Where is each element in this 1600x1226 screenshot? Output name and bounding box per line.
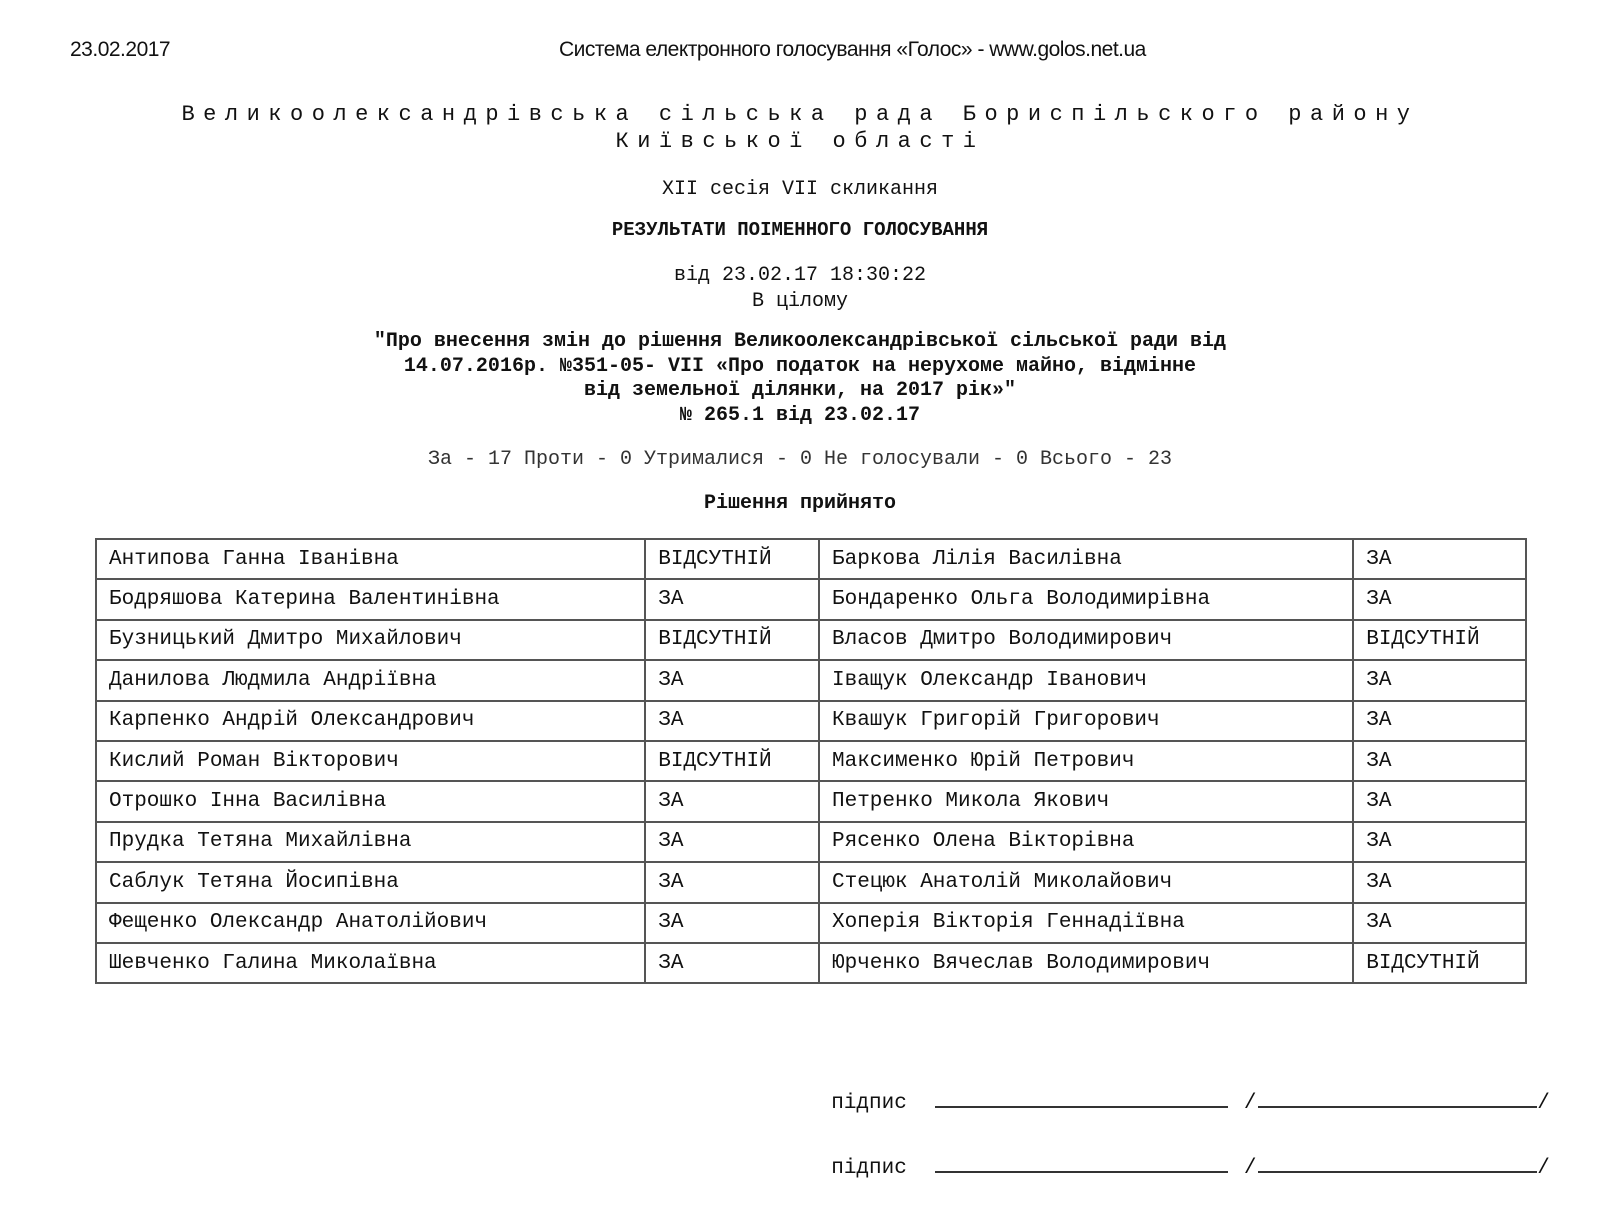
deputy-name-cell: Бодряшова Катерина Валентинівна <box>96 579 645 619</box>
vote-cell: ЗА <box>645 701 819 741</box>
deputy-name-cell: Шевченко Галина Миколаївна <box>96 943 645 983</box>
deputy-name-cell: Карпенко Андрій Олександрович <box>96 701 645 741</box>
deputy-name-cell: Хоперія Вікторія Геннадіївна <box>819 903 1353 943</box>
vote-cell: ЗА <box>1353 660 1526 700</box>
vote-cell: ЗА <box>1353 701 1526 741</box>
deputy-name-cell: Максименко Юрій Петрович <box>819 741 1353 781</box>
vote-cell: ВІДСУТНІЙ <box>645 741 819 781</box>
vote-cell: ЗА <box>645 862 819 902</box>
decision-line3: від земельної ділянки, на 2017 рік»" <box>583 379 1017 402</box>
deputy-name-cell: Антипова Ганна Іванівна <box>96 539 645 579</box>
council-name-line2: Київської області <box>615 129 985 154</box>
decision-title <box>0 330 1600 428</box>
deputy-name-cell: Бузницький Дмитро Михайлович <box>96 620 645 660</box>
results-title: РЕЗУЛЬТАТИ ПОІМЕННОГО ГОЛОСУВАННЯ <box>611 219 989 241</box>
deputy-name-cell: Прудка Тетяна Михайлівна <box>96 822 645 862</box>
vote-cell: ЗА <box>1353 822 1526 862</box>
table-row <box>96 903 1526 943</box>
signature-label: підпис <box>831 1092 907 1115</box>
deputy-name-cell: Баркова Лілія Василівна <box>819 539 1353 579</box>
deputy-name-cell: Кислий Роман Вікторович <box>96 741 645 781</box>
deputy-name-cell: Юрченко Вячеслав Володимирович <box>819 943 1353 983</box>
deputy-name-cell: Рясенко Олена Вікторівна <box>819 822 1353 862</box>
session-label: XII сесія VII скликання <box>661 178 939 201</box>
signature-separator: / <box>1243 1157 1257 1180</box>
table-row <box>96 579 1526 619</box>
deputy-name-cell: Отрошко Інна Василівна <box>96 781 645 821</box>
vote-cell: ВІДСУТНІЙ <box>1353 620 1526 660</box>
deputy-name-cell: Квашук Григорій Григорович <box>819 701 1353 741</box>
deputy-name-cell: Власов Дмитро Володимирович <box>819 620 1353 660</box>
decision-line2: 14.07.2016р. №351-05- VII «Про податок на нерухоме майно, відмінне <box>403 354 1197 378</box>
vote-cell: ЗА <box>1353 781 1526 821</box>
vote-cell: ВІДСУТНІЙ <box>645 539 819 579</box>
table-row <box>96 701 1526 741</box>
vote-datetime: від 23.02.17 18:30:22 <box>673 264 927 287</box>
vote-cell: ЗА <box>645 781 819 821</box>
name-line <box>1258 1151 1537 1173</box>
print-date: 23.02.2017 <box>70 38 171 61</box>
table-row <box>96 741 1526 781</box>
table-row <box>96 862 1526 902</box>
vote-cell: ВІДСУТНІЙ <box>1353 943 1526 983</box>
table-row <box>96 620 1526 660</box>
signature-separator: / <box>1243 1092 1257 1115</box>
vote-cell: ВІДСУТНІЙ <box>645 620 819 660</box>
deputy-name-cell: Саблук Тетяна Йосипівна <box>96 862 645 902</box>
system-header: Система електронного голосування «Голос» - www.golos.net.ua <box>559 38 1146 61</box>
table-row <box>96 539 1526 579</box>
name-line <box>1258 1086 1537 1108</box>
deputy-name-cell: Петренко Микола Якович <box>819 781 1353 821</box>
table-row <box>96 781 1526 821</box>
vote-cell: ЗА <box>1353 862 1526 902</box>
votes-table <box>95 538 1527 984</box>
vote-cell: ЗА <box>1353 539 1526 579</box>
table-row <box>96 822 1526 862</box>
decision-line4: № 265.1 від 23.02.17 <box>679 403 921 427</box>
vote-cell: ЗА <box>645 579 819 619</box>
vote-cell: ЗА <box>1353 741 1526 781</box>
table-row <box>96 660 1526 700</box>
vote-cell: ЗА <box>1353 903 1526 943</box>
vote-outcome: Рішення прийнято <box>703 492 897 515</box>
vote-tally: За - 17 Проти - 0 Утрималися - 0 Не голосували - 0 Всього - 23 <box>427 448 1173 471</box>
vote-info <box>0 263 1600 315</box>
signature-row-1 <box>806 1063 1550 1115</box>
deputy-name-cell: Стецюк Анатолій Миколайович <box>819 862 1353 902</box>
vote-cell: ЗА <box>645 943 819 983</box>
signature-end: / <box>1537 1157 1550 1180</box>
council-name-line1: Великоолександрівська сільська рада Бориспільского району <box>181 102 1419 127</box>
deputy-name-cell: Іващук Олександр Іванович <box>819 660 1353 700</box>
signature-label: підпис <box>831 1157 907 1180</box>
deputy-name-cell: Фещенко Олександр Анатолійович <box>96 903 645 943</box>
vote-cell: ЗА <box>645 822 819 862</box>
decision-line1: "Про внесення змін до рішення Великоолександрівської сільської ради від <box>373 330 1227 353</box>
vote-cell: ЗА <box>645 903 819 943</box>
vote-mode: В цілому <box>751 290 848 313</box>
signature-line <box>935 1151 1228 1173</box>
signature-end: / <box>1537 1092 1550 1115</box>
signature-row-2 <box>806 1128 1550 1180</box>
deputy-name-cell: Данилова Людмила Андріївна <box>96 660 645 700</box>
council-name <box>0 101 1600 155</box>
deputy-name-cell: Бондаренко Ольга Володимирівна <box>819 579 1353 619</box>
vote-cell: ЗА <box>645 660 819 700</box>
vote-cell: ЗА <box>1353 579 1526 619</box>
votes-table-body <box>96 539 1526 983</box>
signature-line <box>935 1086 1228 1108</box>
table-row <box>96 943 1526 983</box>
